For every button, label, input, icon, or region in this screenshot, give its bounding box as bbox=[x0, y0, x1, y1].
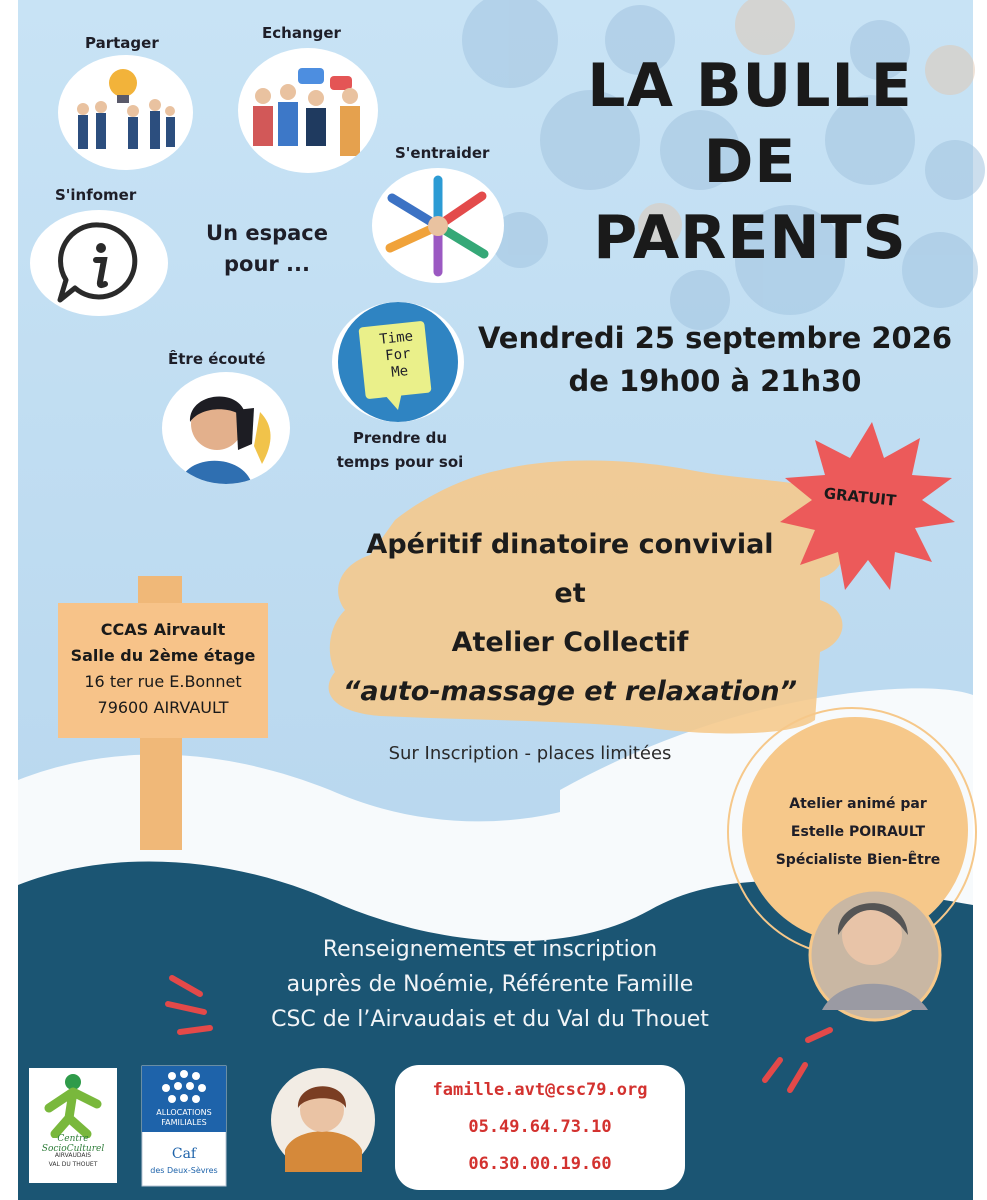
animator-line-2: Estelle POIRAULT bbox=[790, 824, 926, 840]
contact-line-1: Renseignements et inscription bbox=[322, 937, 658, 962]
activity-line-1: Apéritif dinatoire convivial bbox=[366, 529, 774, 560]
mutual-help-illustration bbox=[372, 168, 504, 283]
caf-family-icon bbox=[142, 1066, 226, 1106]
title-line-3: PARENTS bbox=[593, 203, 907, 273]
location-line-1: CCAS Airvault bbox=[100, 620, 226, 639]
time-for-me-illustration bbox=[332, 302, 464, 422]
event-datetime bbox=[460, 318, 970, 404]
sharing-illustration bbox=[58, 55, 193, 170]
csc-logo bbox=[29, 1068, 117, 1183]
title-line-1: LA BULLE bbox=[587, 51, 913, 121]
free-badge: GRATUIT bbox=[822, 484, 898, 510]
location-line-2: Salle du 2ème étage bbox=[70, 646, 256, 665]
activity-line-4: “auto-massage et relaxation” bbox=[343, 676, 797, 707]
title-line-2: DE bbox=[703, 127, 797, 197]
caf-label bbox=[142, 1108, 226, 1128]
contact-line-2: auprès de Noémie, Référente Famille bbox=[286, 972, 694, 997]
contact-line-3: CSC de l’Airvaudais et du Val du Thouet bbox=[271, 1007, 709, 1032]
time-for-me-text bbox=[364, 327, 433, 384]
contact-phone-2[interactable]: 06.30.00.19.60 bbox=[468, 1154, 612, 1174]
animator-line-3: Spécialiste Bien-Être bbox=[775, 852, 941, 868]
caf-name: Caf bbox=[171, 1146, 197, 1162]
location-line-3: 16 ter rue E.Bonnet bbox=[84, 672, 242, 691]
csc-sub-2: VAL DU THOUET bbox=[48, 1161, 98, 1168]
csc-figure-icon bbox=[29, 1068, 117, 1138]
caf-line-1: ALLOCATIONS bbox=[156, 1108, 212, 1117]
bubble-label-partager: Partager bbox=[85, 34, 159, 52]
temps-line-1: Prendre du bbox=[352, 429, 448, 447]
bubble-label-sinformer: S'infomer bbox=[55, 186, 137, 204]
bubble-label-echanger: Echanger bbox=[262, 24, 341, 42]
event-date: Vendredi 25 septembre 2026 bbox=[477, 321, 953, 355]
csc-name: Centre SocioCulturel bbox=[41, 1134, 105, 1154]
hands-together-icon bbox=[372, 168, 504, 283]
exchange-illustration bbox=[238, 48, 378, 173]
note-word-2: For bbox=[384, 345, 412, 365]
registration-note: Sur Inscription - places limitées bbox=[388, 743, 672, 764]
caf-logo bbox=[142, 1066, 226, 1186]
info-icon bbox=[30, 210, 168, 316]
contact-email[interactable]: famille.avt@csc79.org bbox=[432, 1080, 648, 1100]
info-illustration bbox=[30, 210, 168, 316]
temps-line-2: temps pour soi bbox=[336, 453, 464, 471]
contact-box bbox=[395, 1072, 685, 1183]
caf-sub: des Deux-Sèvres bbox=[150, 1166, 218, 1175]
contact-info bbox=[200, 932, 780, 1037]
csc-sub-1: AIRVAUDAIS bbox=[54, 1152, 92, 1159]
intro-line-1: Un espace bbox=[206, 221, 328, 245]
location-sign bbox=[58, 617, 268, 721]
contact-phone-1[interactable]: 05.49.64.73.10 bbox=[468, 1117, 612, 1137]
intro-text bbox=[182, 218, 352, 280]
activity-line-3: Atelier Collectif bbox=[451, 627, 689, 658]
note-word-3: Me bbox=[390, 363, 409, 381]
poster-title bbox=[560, 48, 940, 276]
intro-line-2: pour ... bbox=[223, 252, 310, 276]
activity-description bbox=[300, 520, 840, 716]
bubble-label-ecoute: Être écouté bbox=[168, 350, 266, 368]
note-word-1: Time bbox=[378, 328, 414, 348]
location-line-4: 79600 AIRVAULT bbox=[97, 698, 229, 717]
caf-line-2: FAMILIALES bbox=[161, 1118, 207, 1127]
animator-line-1: Atelier animé par bbox=[789, 796, 927, 812]
activity-line-2: et bbox=[554, 578, 586, 609]
listening-person-icon bbox=[162, 372, 290, 484]
animator-info bbox=[758, 790, 958, 874]
chatting-people-icon bbox=[238, 48, 378, 173]
lightbulb-people-icon bbox=[58, 55, 193, 170]
event-time: de 19h00 à 21h30 bbox=[568, 364, 862, 398]
listening-illustration bbox=[162, 372, 290, 484]
bubble-label-temps bbox=[335, 426, 465, 474]
bubble-label-sentraider: S'entraider bbox=[395, 144, 490, 162]
